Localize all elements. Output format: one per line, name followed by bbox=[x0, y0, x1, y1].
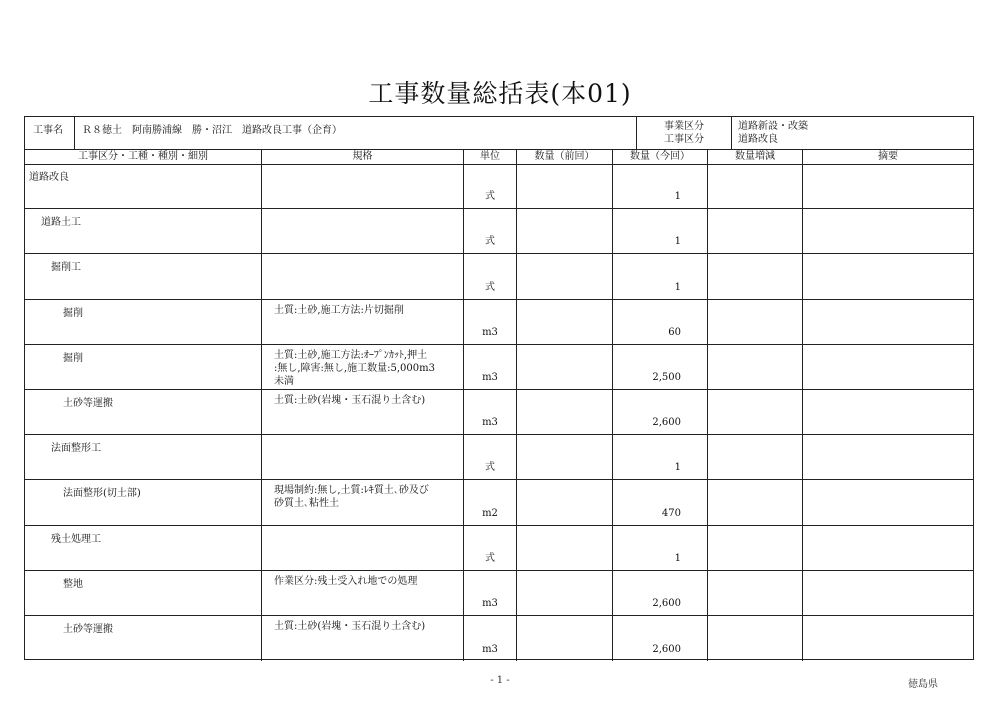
cell-note bbox=[803, 164, 973, 208]
cell-diff bbox=[708, 300, 803, 344]
page-title: 工事数量総括表(本01) bbox=[368, 79, 632, 108]
cell-unit bbox=[464, 526, 517, 570]
cell-diff bbox=[708, 480, 803, 524]
page-number: - 1 - bbox=[490, 675, 510, 686]
cell-unit bbox=[464, 616, 517, 661]
cell-diff bbox=[708, 435, 803, 479]
table-row bbox=[25, 435, 973, 480]
cell-name: 整地 bbox=[25, 571, 262, 615]
prefecture-name: 徳島県 bbox=[908, 679, 938, 690]
cell-qty bbox=[613, 209, 708, 253]
header-name-cell bbox=[75, 117, 637, 149]
cell-spec bbox=[262, 526, 464, 570]
unit-value: m3 bbox=[482, 417, 498, 429]
col-header-diff: 数量増減 bbox=[708, 149, 803, 164]
cell-prev bbox=[517, 209, 613, 253]
qty-value: 60 bbox=[668, 326, 681, 338]
qty-value: 2,600 bbox=[652, 644, 681, 656]
cell-prev bbox=[517, 480, 613, 524]
qty-value: 2,500 bbox=[652, 371, 681, 383]
cell-name: 掘削 bbox=[25, 300, 262, 344]
table-row bbox=[25, 254, 973, 299]
cell-qty bbox=[613, 480, 708, 524]
table-row bbox=[25, 209, 973, 254]
cell-spec: 土質:土砂,施工方法:ｵｰﾌﾟﾝｶｯﾄ,押土 :無し,障害:無し,施工数量:5,000m3 未満 bbox=[262, 345, 464, 389]
cell-qty bbox=[613, 526, 708, 570]
cell-name: 道路改良 bbox=[25, 164, 262, 208]
cell-name: 掘削工 bbox=[25, 254, 262, 298]
qty-value: 2,600 bbox=[652, 597, 681, 609]
cell-note bbox=[803, 435, 973, 479]
table-row bbox=[25, 571, 973, 616]
col-header-item: 工事区分・工種・種別・細別 bbox=[25, 149, 262, 164]
header-name-label-cell bbox=[25, 117, 75, 149]
cell-name: 法面整形工 bbox=[25, 435, 262, 479]
unit-value: 式 bbox=[485, 236, 495, 248]
cell-spec: 作業区分:残土受入れ地での処理 bbox=[262, 571, 464, 615]
cell-spec: 現場制約:無し,土質:ﾚｷ質土､砂及び 砂質土､粘性土 bbox=[262, 480, 464, 524]
qty-value: 1 bbox=[674, 552, 681, 564]
cell-spec bbox=[262, 209, 464, 253]
header-block bbox=[25, 117, 973, 150]
col-header-unit: 単位 bbox=[464, 149, 517, 164]
cell-note bbox=[803, 526, 973, 570]
cell-prev bbox=[517, 616, 613, 661]
table-row bbox=[25, 345, 973, 390]
qty-value: 1 bbox=[674, 281, 681, 293]
cell-qty bbox=[613, 345, 708, 389]
work-category-value: 道路改良 bbox=[738, 134, 778, 145]
cell-name: 土砂等運搬 bbox=[25, 616, 262, 661]
col-header-qty: 数量（今回） bbox=[613, 149, 708, 164]
cell-note bbox=[803, 254, 973, 298]
table-row bbox=[25, 526, 973, 571]
cell-unit bbox=[464, 345, 517, 389]
cell-unit bbox=[464, 480, 517, 524]
col-header-spec: 規格 bbox=[262, 149, 464, 164]
cell-qty bbox=[613, 616, 708, 661]
qty-value: 1 bbox=[674, 236, 681, 248]
header-category-labels bbox=[637, 117, 732, 149]
cell-prev bbox=[517, 571, 613, 615]
table-row bbox=[25, 300, 973, 345]
cell-name: 掘削 bbox=[25, 345, 262, 389]
work-category-label: 工事区分 bbox=[664, 134, 704, 145]
cell-diff bbox=[708, 571, 803, 615]
cell-name: 法面整形(切土部) bbox=[25, 480, 262, 524]
cell-note bbox=[803, 616, 973, 661]
col-header-note: 摘要 bbox=[878, 151, 898, 162]
cell-diff bbox=[708, 345, 803, 389]
unit-value: 式 bbox=[485, 191, 495, 203]
cell-qty bbox=[613, 300, 708, 344]
cell-note bbox=[803, 571, 973, 615]
cell-note bbox=[803, 300, 973, 344]
table-body bbox=[25, 164, 973, 661]
qty-value: 470 bbox=[661, 507, 681, 519]
unit-value: 式 bbox=[485, 552, 495, 564]
cell-spec: 土質:土砂(岩塊・玉石混り土含む) bbox=[262, 616, 464, 661]
cell-diff bbox=[708, 390, 803, 434]
cell-unit bbox=[464, 571, 517, 615]
cell-spec bbox=[262, 164, 464, 208]
cell-note bbox=[803, 345, 973, 389]
qty-value: 1 bbox=[674, 191, 681, 203]
cell-qty bbox=[613, 254, 708, 298]
cell-prev bbox=[517, 526, 613, 570]
unit-value: m3 bbox=[482, 326, 498, 338]
cell-diff bbox=[708, 164, 803, 208]
table-row bbox=[25, 390, 973, 435]
table-row bbox=[25, 616, 973, 661]
cell-spec: 土質:土砂(岩塊・玉石混り土含む) bbox=[262, 390, 464, 434]
cell-name: 道路土工 bbox=[25, 209, 262, 253]
cell-note bbox=[803, 390, 973, 434]
cell-unit bbox=[464, 209, 517, 253]
cell-qty bbox=[613, 435, 708, 479]
summary-table bbox=[24, 116, 974, 660]
unit-value: 式 bbox=[485, 281, 495, 293]
cell-qty bbox=[613, 390, 708, 434]
cell-note bbox=[803, 209, 973, 253]
cell-prev bbox=[517, 345, 613, 389]
business-category-label: 事業区分 bbox=[664, 121, 704, 132]
cell-qty bbox=[613, 571, 708, 615]
unit-value: 式 bbox=[485, 462, 495, 474]
cell-qty bbox=[613, 164, 708, 208]
cell-prev bbox=[517, 164, 613, 208]
cell-diff bbox=[708, 254, 803, 298]
unit-value: m2 bbox=[482, 507, 498, 519]
business-category-value: 道路新設・改築 bbox=[738, 121, 808, 132]
cell-spec: 土質:土砂,施工方法:片切掘削 bbox=[262, 300, 464, 344]
cell-diff bbox=[708, 209, 803, 253]
unit-value: m3 bbox=[482, 644, 498, 656]
construction-name: Ｒ８徳土 阿南勝浦線 勝・沼江 道路改良工事（企育） bbox=[82, 125, 342, 136]
qty-value: 1 bbox=[674, 462, 681, 474]
qty-value: 2,600 bbox=[652, 417, 681, 429]
cell-unit bbox=[464, 300, 517, 344]
cell-prev bbox=[517, 300, 613, 344]
cell-unit bbox=[464, 435, 517, 479]
cell-unit bbox=[464, 164, 517, 208]
cell-prev bbox=[517, 390, 613, 434]
cell-spec bbox=[262, 254, 464, 298]
header-category-values bbox=[732, 117, 973, 149]
table-row bbox=[25, 164, 973, 209]
cell-prev bbox=[517, 254, 613, 298]
cell-note bbox=[803, 480, 973, 524]
cell-unit bbox=[464, 390, 517, 434]
cell-name: 土砂等運搬 bbox=[25, 390, 262, 434]
column-header-row bbox=[25, 149, 973, 165]
header-name-label: 工事名 bbox=[33, 125, 63, 136]
col-header-prev-qty: 数量（前回） bbox=[517, 149, 613, 164]
unit-value: m3 bbox=[482, 371, 498, 383]
table-row bbox=[25, 480, 973, 525]
cell-prev bbox=[517, 435, 613, 479]
cell-name: 残土処理工 bbox=[25, 526, 262, 570]
unit-value: m3 bbox=[482, 597, 498, 609]
cell-diff bbox=[708, 616, 803, 661]
cell-unit bbox=[464, 254, 517, 298]
cell-diff bbox=[708, 526, 803, 570]
cell-spec bbox=[262, 435, 464, 479]
